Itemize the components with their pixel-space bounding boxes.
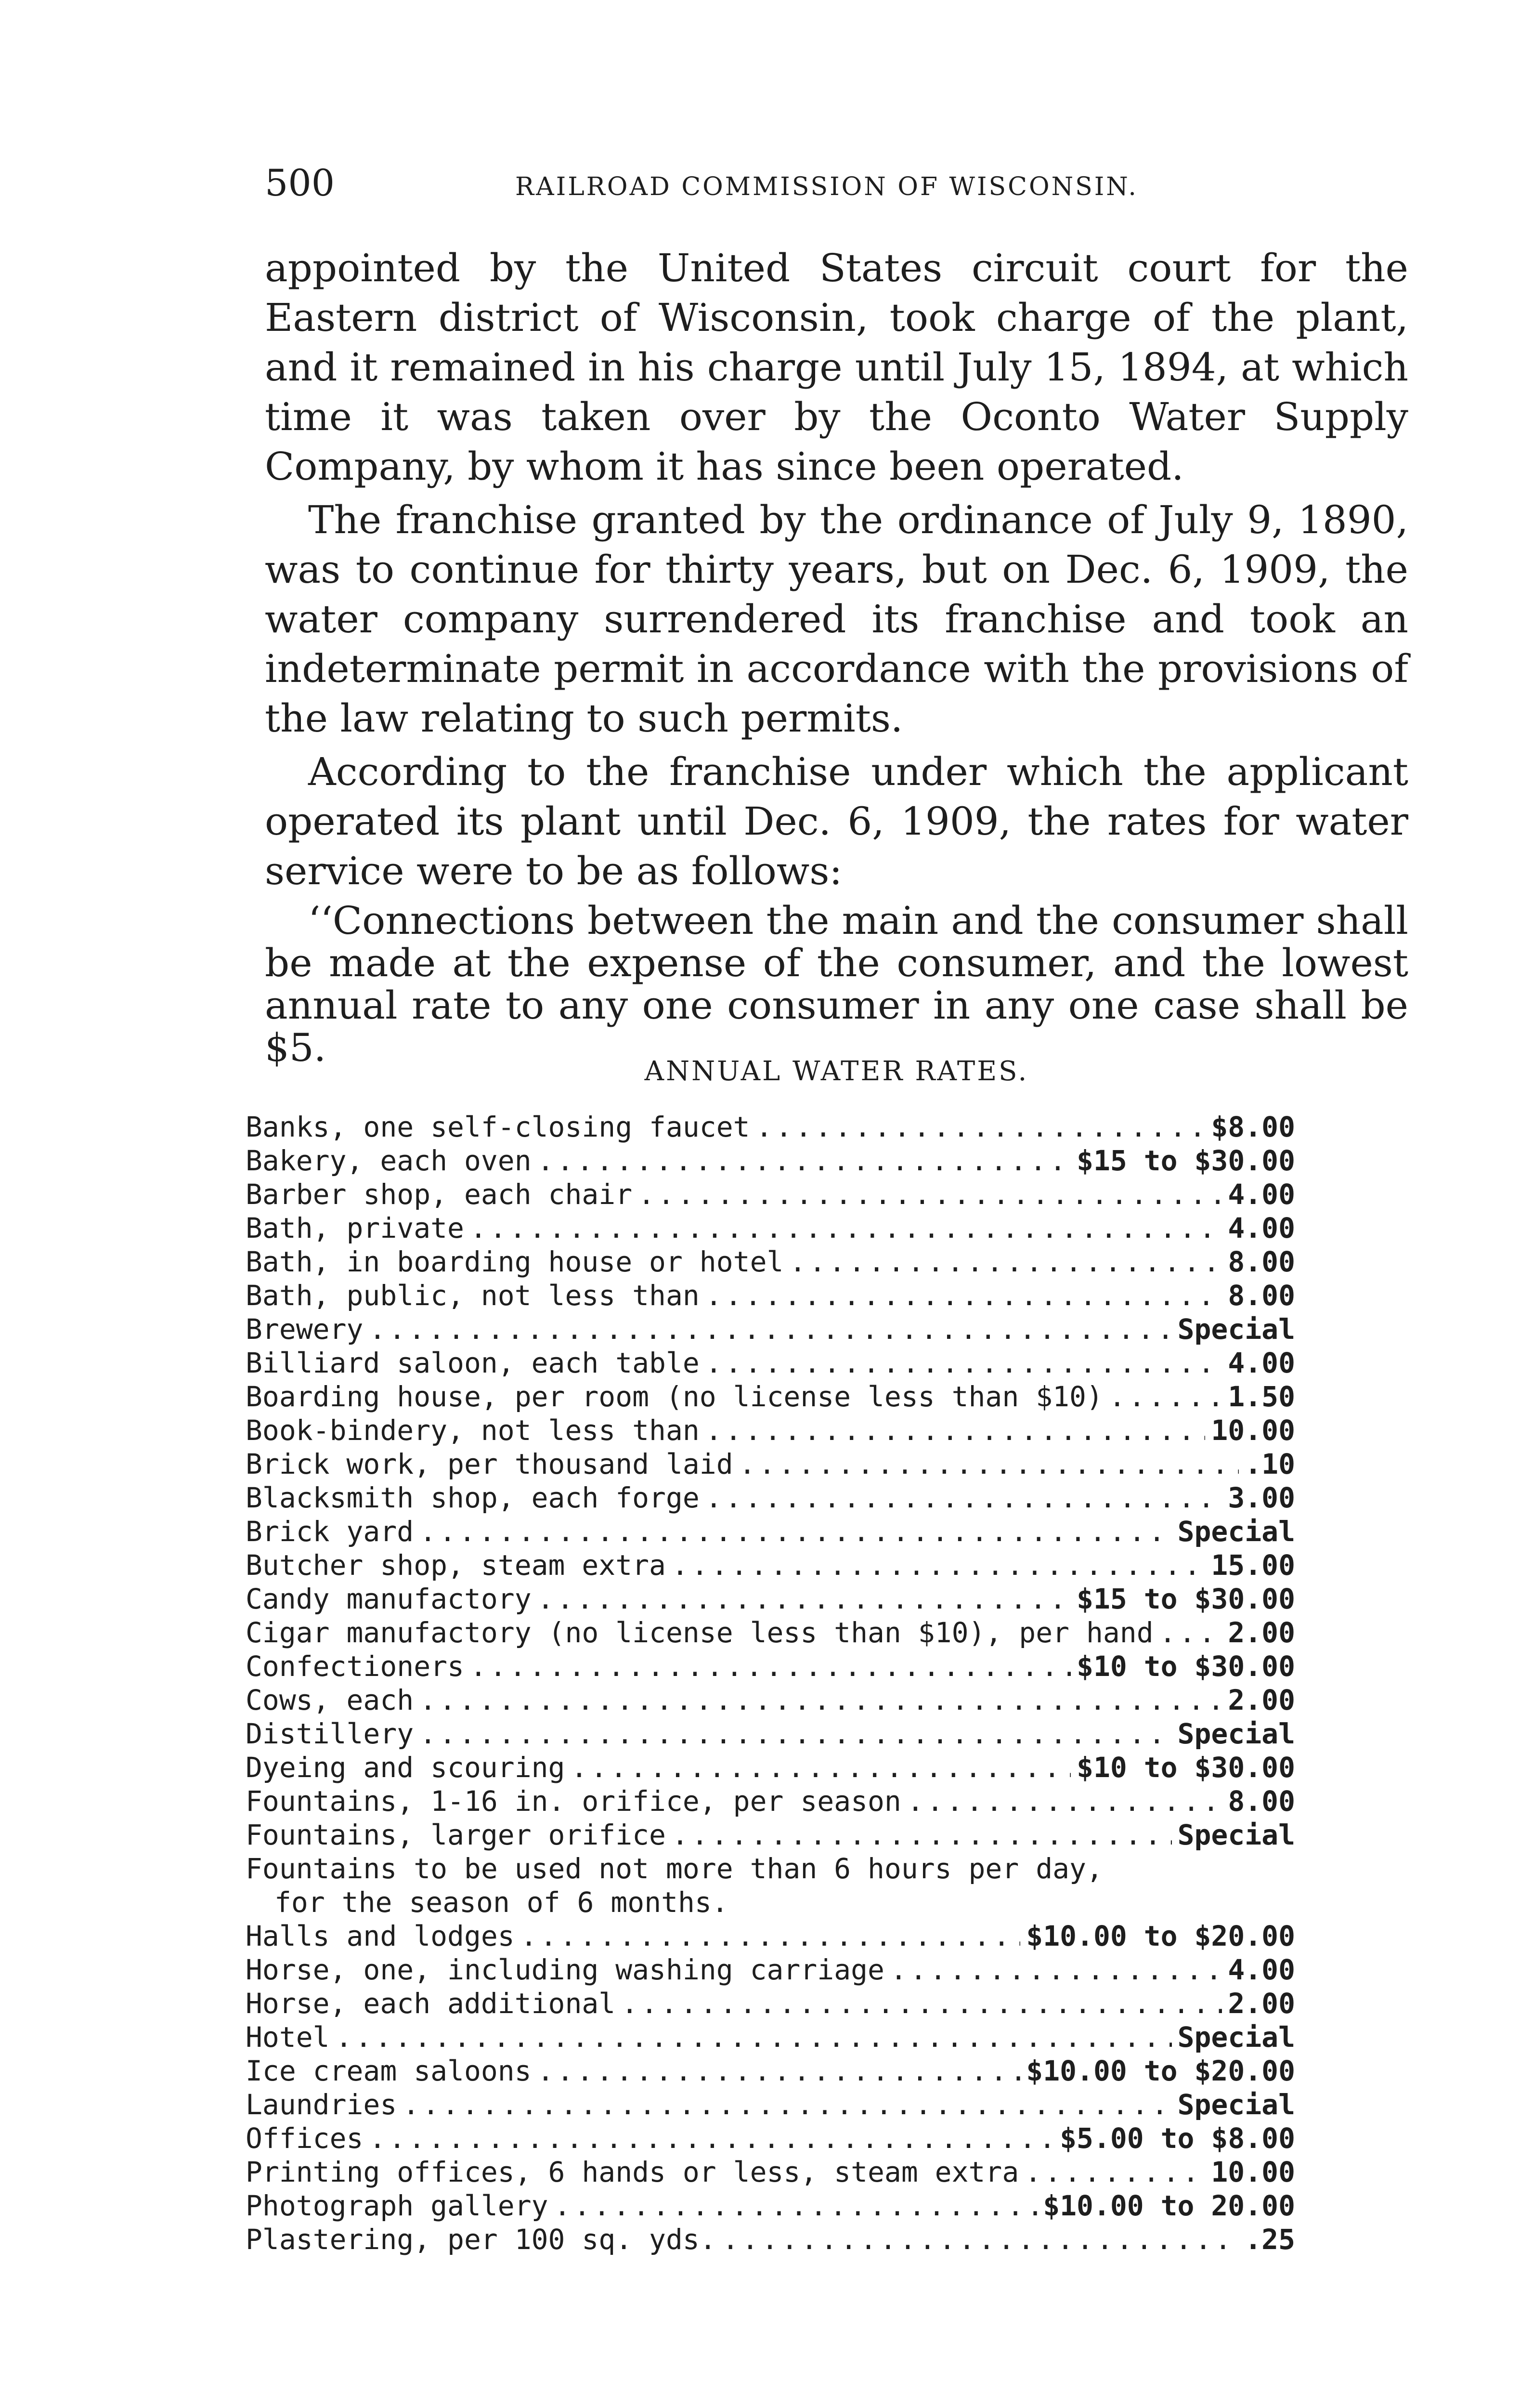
rate-value: $8.00	[1211, 1111, 1295, 1143]
dot-leader	[537, 2054, 1021, 2088]
rate-row	[246, 1919, 1295, 1953]
dot-leader	[705, 1481, 1222, 1515]
rate-row	[246, 1683, 1295, 1717]
rate-item: Halls and lodges	[246, 1920, 515, 1952]
rate-value: 8.00	[1228, 1245, 1295, 1278]
rate-item: Blacksmith shop, each forge	[246, 1481, 700, 1514]
dot-leader	[1109, 1380, 1222, 1413]
rate-item: Bath, in boarding house or hotel	[246, 1245, 784, 1278]
rate-item: Photograph gallery	[246, 2189, 548, 2222]
dot-leader	[705, 1346, 1222, 1380]
rate-item: Bath, private	[246, 1212, 464, 1244]
rate-item: Bakery, each oven	[246, 1144, 532, 1177]
rate-item: Book-bindery, not less than	[246, 1414, 700, 1447]
rate-value: 4.00	[1228, 1212, 1295, 1244]
running-head: RAILROAD COMMISSION OF WISCONSIN.	[515, 172, 1138, 201]
dot-leader	[705, 1413, 1206, 1447]
dot-leader	[520, 1919, 1021, 1953]
rate-row	[246, 1751, 1295, 1784]
rate-item: Fountains, 1-16 in. orifice, per season	[246, 1785, 901, 1818]
dot-leader	[336, 2020, 1172, 2054]
rate-row	[246, 1953, 1295, 1987]
rate-value: 8.00	[1228, 1279, 1295, 1312]
rate-value: 3.00	[1228, 1481, 1295, 1514]
rate-value: $10 to $30.00	[1077, 1751, 1295, 1784]
dot-leader	[554, 2189, 1038, 2223]
dot-leader	[419, 1717, 1171, 1751]
rate-item: Hotel	[246, 2021, 330, 2054]
rate-row	[246, 2121, 1295, 2155]
rate-value: $15 to $30.00	[1077, 1144, 1295, 1177]
rate-value: $15 to $30.00	[1077, 1583, 1295, 1615]
rate-item: Boarding house, per room (no license less than $10)	[246, 1380, 1103, 1413]
rate-item: Horse, one, including washing carriage	[246, 1953, 884, 1986]
dot-leader	[403, 2088, 1171, 2121]
rate-item-continued: for the season of 6 months.	[274, 1886, 728, 1919]
rate-value: $10.00 to 20.00	[1043, 2189, 1295, 2222]
dot-leader	[419, 1683, 1222, 1717]
dot-leader	[1025, 2155, 1205, 2189]
rate-item: Candy manufactory	[246, 1583, 532, 1615]
rate-row	[246, 1852, 1295, 1919]
rate-row	[246, 2223, 1295, 2256]
rate-item: Brewery	[246, 1313, 364, 1346]
paragraph: According to the franchise under which the applicant operated its plant until Dec. 6, 1909, the rates for water service were to be as follows:	[265, 749, 1408, 893]
rate-value: 4.00	[1228, 1347, 1295, 1379]
rate-item: Laundries	[246, 2088, 397, 2121]
rate-row	[246, 2155, 1295, 2189]
rate-row	[246, 1649, 1295, 1683]
rates-table	[246, 1110, 1295, 2256]
rate-item: Butcher shop, steam extra	[246, 1549, 666, 1582]
rate-item: Bath, public, not less than	[246, 1279, 700, 1312]
rate-row	[246, 1481, 1295, 1515]
page-number: 500	[265, 161, 335, 204]
rate-value: 4.00	[1228, 1178, 1295, 1211]
rate-row	[246, 1582, 1295, 1616]
quoted-paragraph: ‘‘Connections between the main and the consumer shall be made at the expense of the consumer, and the lowest annual rate to any one consumer in any one case shall be $5.	[265, 898, 1408, 1070]
rate-item: Fountains, larger orifice	[246, 1819, 666, 1851]
dot-leader	[705, 1279, 1222, 1312]
rate-item: Horse, each additional	[246, 1987, 616, 2020]
dot-leader	[789, 1245, 1222, 1279]
rate-item: Barber shop, each chair	[246, 1178, 633, 1211]
rate-row	[246, 1616, 1295, 1649]
dot-leader	[722, 2223, 1239, 2256]
dot-leader	[672, 1818, 1172, 1852]
dot-leader	[537, 1144, 1071, 1178]
paragraph: appointed by the United States circuit court for the Eastern district of Wisconsin, took charge of the plant, and it remained in his charge until July 15, 1894, at which time it was taken over by the Oconto Water Supply Company, by whom it has since been operated.	[265, 246, 1408, 489]
dot-leader	[470, 1649, 1071, 1683]
rate-row	[246, 1178, 1295, 1211]
rate-item: Confectioners	[246, 1650, 464, 1683]
rate-value: $10.00 to $20.00	[1026, 2055, 1295, 2087]
rate-value: $10.00 to $20.00	[1026, 1920, 1295, 1952]
rate-item: Printing offices, 6 hands or less, steam extra	[246, 2156, 1019, 2188]
rate-value: 2.00	[1228, 1684, 1295, 1716]
rate-item: Distillery	[246, 1717, 414, 1750]
dot-leader	[571, 1751, 1071, 1784]
dot-leader	[638, 1178, 1222, 1211]
table-title: ANNUAL WATER RATES.	[644, 1056, 1029, 1087]
dot-leader	[907, 1784, 1222, 1818]
rate-row	[246, 2054, 1295, 2088]
dot-leader	[621, 1987, 1222, 2020]
rate-item: Brick yard	[246, 1515, 414, 1548]
rate-value: 4.00	[1228, 1953, 1295, 1986]
rate-row	[246, 1548, 1295, 1582]
rate-item: Fountains to be used not more than 6 hours per day,	[246, 1852, 1103, 1885]
dot-leader	[419, 1515, 1171, 1548]
rate-value: 15.00	[1211, 1549, 1295, 1582]
rate-value: Special	[1177, 1717, 1295, 1750]
rate-row	[246, 1413, 1295, 1447]
dot-leader	[369, 1312, 1171, 1346]
paragraph: The franchise granted by the ordinance of July 9, 1890, was to continue for thirty years, but on Dec. 6, 1909, the water company surrendered its franchise and took an indeterminate permit in accordance with the provisions of the law relating to such permits.	[265, 497, 1408, 741]
rate-value: 2.00	[1228, 1987, 1295, 2020]
rate-item: Banks, one self-closing faucet	[246, 1111, 750, 1143]
rate-row	[246, 1987, 1295, 2020]
rate-row	[246, 2088, 1295, 2121]
rate-row	[246, 1818, 1295, 1852]
dot-leader	[739, 1447, 1239, 1481]
rate-item: Plastering, per 100 sq. yds.	[246, 2223, 716, 2256]
rate-item: Cows, each	[246, 1684, 414, 1716]
rate-value: 8.00	[1228, 1785, 1295, 1818]
rate-row	[246, 1245, 1295, 1279]
rate-row	[246, 1110, 1295, 1144]
rate-row	[246, 1447, 1295, 1481]
rate-value: $10 to $30.00	[1077, 1650, 1295, 1683]
dot-leader	[470, 1211, 1222, 1245]
rate-item: Offices	[246, 2122, 364, 2155]
rate-row	[246, 1717, 1295, 1751]
rate-row	[246, 2020, 1295, 2054]
rate-row	[246, 1211, 1295, 1245]
rate-item: Cigar manufactory (no license less than $10), per hand	[246, 1616, 1154, 1649]
dot-leader	[369, 2121, 1054, 2155]
rate-value: $5.00 to $8.00	[1060, 2122, 1295, 2155]
rate-value: .25	[1245, 2223, 1295, 2256]
rate-value: Special	[1177, 1313, 1295, 1346]
dot-leader	[672, 1548, 1205, 1582]
page-header	[265, 159, 1324, 207]
rate-item: Dyeing and scouring	[246, 1751, 565, 1784]
dot-leader	[756, 1110, 1206, 1144]
dot-leader	[1159, 1616, 1222, 1649]
rate-item: Ice cream saloons	[246, 2055, 532, 2087]
rate-value: Special	[1177, 2088, 1295, 2121]
rate-value: Special	[1177, 1819, 1295, 1851]
rate-row	[246, 1279, 1295, 1312]
rate-value: .10	[1245, 1448, 1295, 1480]
rate-row	[246, 1784, 1295, 1818]
rate-value: 10.00	[1211, 1414, 1295, 1447]
rate-item: Billiard saloon, each table	[246, 1347, 700, 1379]
rate-row	[246, 1380, 1295, 1413]
rate-value: Special	[1177, 1515, 1295, 1548]
dot-leader	[890, 1953, 1222, 1987]
rate-value: 1.50	[1228, 1380, 1295, 1413]
rate-row	[246, 1312, 1295, 1346]
rate-value: 10.00	[1211, 2156, 1295, 2188]
rate-row	[246, 2189, 1295, 2223]
rate-value: Special	[1177, 2021, 1295, 2054]
body-text	[265, 243, 1408, 1073]
dot-leader	[537, 1582, 1071, 1616]
rate-item: Brick work, per thousand laid	[246, 1448, 733, 1480]
rate-row	[246, 1144, 1295, 1178]
rate-value: 2.00	[1228, 1616, 1295, 1649]
rate-row	[246, 1515, 1295, 1548]
rate-row	[246, 1346, 1295, 1380]
